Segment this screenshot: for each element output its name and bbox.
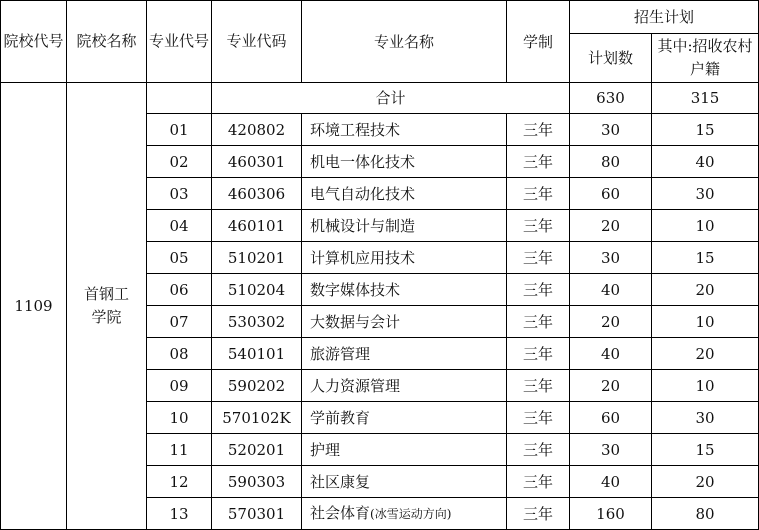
header-duration: 学制 xyxy=(507,1,570,83)
plan-rural-cell: 10 xyxy=(652,370,759,402)
major-name-cell: 机电一体化技术 xyxy=(302,146,507,178)
major-no-cell: 12 xyxy=(147,466,212,498)
major-code-cell: 570102K xyxy=(212,402,302,434)
school-code: 1109 xyxy=(1,83,67,530)
major-name-text: 社会体育 xyxy=(310,504,371,522)
duration-cell: 三年 xyxy=(507,146,570,178)
duration-cell: 三年 xyxy=(507,466,570,498)
plan-rural-cell: 15 xyxy=(652,434,759,466)
major-name-cell: 计算机应用技术 xyxy=(302,242,507,274)
plan-rural-cell: 30 xyxy=(652,402,759,434)
header-plan-count: 计划数 xyxy=(570,34,652,83)
header-major-code: 专业代码 xyxy=(212,1,302,83)
total-count: 630 xyxy=(570,83,652,114)
plan-count-cell: 20 xyxy=(570,210,652,242)
header-plan-group: 招生计划 xyxy=(570,1,759,34)
major-code-cell: 460301 xyxy=(212,146,302,178)
major-name-cell: 大数据与会计 xyxy=(302,306,507,338)
header-school-code: 院校代号 xyxy=(1,1,67,83)
major-no-cell: 07 xyxy=(147,306,212,338)
total-label: 合计 xyxy=(212,83,570,114)
major-no-cell: 09 xyxy=(147,370,212,402)
plan-rural-cell: 80 xyxy=(652,498,759,530)
major-code-cell: 570301 xyxy=(212,498,302,530)
major-name-cell: 学前教育 xyxy=(302,402,507,434)
major-name-cell: 环境工程技术 xyxy=(302,114,507,146)
duration-cell: 三年 xyxy=(507,402,570,434)
major-code-cell: 520201 xyxy=(212,434,302,466)
major-code-cell: 460101 xyxy=(212,210,302,242)
major-no-cell: 04 xyxy=(147,210,212,242)
total-row xyxy=(1,83,759,114)
plan-count-cell: 30 xyxy=(570,434,652,466)
plan-rural-cell: 10 xyxy=(652,210,759,242)
plan-rural-cell: 15 xyxy=(652,114,759,146)
plan-count-cell: 20 xyxy=(570,370,652,402)
header-row-1 xyxy=(1,1,759,34)
plan-count-cell: 160 xyxy=(570,498,652,530)
major-name-cell: 电气自动化技术 xyxy=(302,178,507,210)
plan-count-cell: 60 xyxy=(570,178,652,210)
plan-count-cell: 30 xyxy=(570,242,652,274)
plan-rural-cell: 10 xyxy=(652,306,759,338)
major-no-cell: 02 xyxy=(147,146,212,178)
duration-cell: 三年 xyxy=(507,498,570,530)
duration-cell: 三年 xyxy=(507,114,570,146)
plan-count-cell: 60 xyxy=(570,402,652,434)
duration-cell: 三年 xyxy=(507,178,570,210)
major-name-cell: 社区康复 xyxy=(302,466,507,498)
plan-rural-cell: 30 xyxy=(652,178,759,210)
major-code-cell: 590303 xyxy=(212,466,302,498)
major-no-cell: 05 xyxy=(147,242,212,274)
plan-count-cell: 40 xyxy=(570,338,652,370)
major-name-cell: 护理 xyxy=(302,434,507,466)
duration-cell: 三年 xyxy=(507,274,570,306)
major-code-cell: 460306 xyxy=(212,178,302,210)
major-no-cell: 08 xyxy=(147,338,212,370)
total-rural: 315 xyxy=(652,83,759,114)
major-code-cell: 530302 xyxy=(212,306,302,338)
major-name-cell: 旅游管理 xyxy=(302,338,507,370)
major-name-cell: 机械设计与制造 xyxy=(302,210,507,242)
major-name-note: (冰雪运动方向) xyxy=(370,507,452,521)
plan-rural-cell: 20 xyxy=(652,466,759,498)
major-no-cell: 11 xyxy=(147,434,212,466)
major-code-cell: 540101 xyxy=(212,338,302,370)
major-code-cell: 510201 xyxy=(212,242,302,274)
major-code-cell: 420802 xyxy=(212,114,302,146)
plan-count-cell: 30 xyxy=(570,114,652,146)
major-name-cell: 人力资源管理 xyxy=(302,370,507,402)
major-name-cell xyxy=(302,498,507,530)
plan-count-cell: 80 xyxy=(570,146,652,178)
total-blank-cell xyxy=(147,83,212,114)
plan-rural-cell: 40 xyxy=(652,146,759,178)
school-name: 首钢工学院 xyxy=(67,83,147,530)
plan-rural-cell: 20 xyxy=(652,274,759,306)
plan-rural-cell: 20 xyxy=(652,338,759,370)
table-body xyxy=(1,1,759,530)
major-no-cell: 06 xyxy=(147,274,212,306)
duration-cell: 三年 xyxy=(507,370,570,402)
header-major-no: 专业代号 xyxy=(147,1,212,83)
header-major-name: 专业名称 xyxy=(302,1,507,83)
major-no-cell: 13 xyxy=(147,498,212,530)
major-name-cell: 数字媒体技术 xyxy=(302,274,507,306)
plan-count-cell: 20 xyxy=(570,306,652,338)
major-code-cell: 590202 xyxy=(212,370,302,402)
major-code-cell: 510204 xyxy=(212,274,302,306)
duration-cell: 三年 xyxy=(507,242,570,274)
major-no-cell: 10 xyxy=(147,402,212,434)
major-no-cell: 03 xyxy=(147,178,212,210)
header-school-name: 院校名称 xyxy=(67,1,147,83)
duration-cell: 三年 xyxy=(507,210,570,242)
plan-count-cell: 40 xyxy=(570,466,652,498)
plan-count-cell: 40 xyxy=(570,274,652,306)
duration-cell: 三年 xyxy=(507,338,570,370)
header-plan-rural: 其中:招收农村户籍 xyxy=(652,34,759,83)
major-no-cell: 01 xyxy=(147,114,212,146)
duration-cell: 三年 xyxy=(507,306,570,338)
plan-rural-cell: 15 xyxy=(652,242,759,274)
duration-cell: 三年 xyxy=(507,434,570,466)
